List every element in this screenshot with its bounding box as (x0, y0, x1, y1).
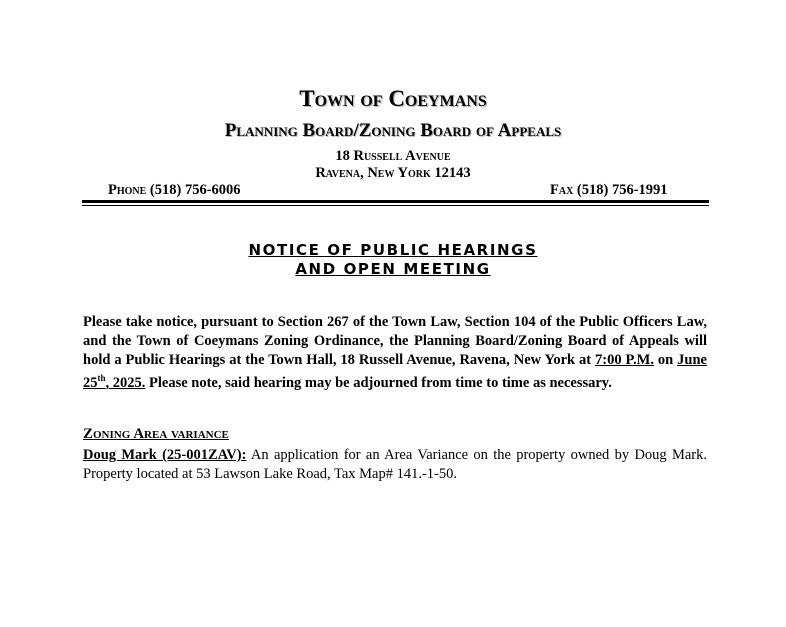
meeting-date-suffix-sup: th (97, 373, 106, 384)
section-heading: Zoning Area variance (83, 426, 229, 442)
board-title: Planning Board/Zoning Board of Appeals (224, 120, 562, 141)
application-description: An application for an Area Variance on the property owned by Doug Mark. Property located at 53 Lawson Lake Road, Tax Map# 141.-1-50. (83, 447, 708, 482)
applicant-name: Doug Mark (25-001ZAV): (83, 447, 247, 463)
meeting-date-year: , 2025. (105, 375, 146, 392)
notice-title-line2: AND OPEN MEETING (295, 260, 491, 278)
town-title: Town of Coeymans (299, 86, 487, 111)
fax-number: Fax (518) 756-1991 (550, 182, 668, 198)
header-divider-thin (82, 205, 709, 206)
meeting-date-prefix: June 25 (83, 351, 707, 392)
body-text-after: Please note, said hearing may be adjourned from time to time as necessary. (145, 375, 612, 392)
body-text-before: Please take notice, pursuant to Section 267 of the Town Law, Section 104 of the Public Officers Law, and the Town of Coeymans Zoning Ordinance, the Planning Board/Zoning Board of Appeals will hold a Public Hearings at the Town Hall, 18 Russell Avenue, Ravena, New York at (83, 314, 707, 368)
notice-body-paragraph (83, 313, 707, 393)
phone-number: Phone (518) 756-6006 (108, 182, 241, 198)
meeting-time: 7:00 P.M. (595, 351, 654, 368)
header-divider-thick (82, 200, 709, 203)
notice-title-line1: NOTICE OF PUBLIC HEARINGS (248, 241, 538, 259)
body-text-on: on (654, 351, 678, 368)
city-address: Ravena, New York 12143 (315, 165, 471, 181)
application-item (83, 446, 707, 484)
street-address: 18 Russell Avenue (335, 148, 451, 164)
